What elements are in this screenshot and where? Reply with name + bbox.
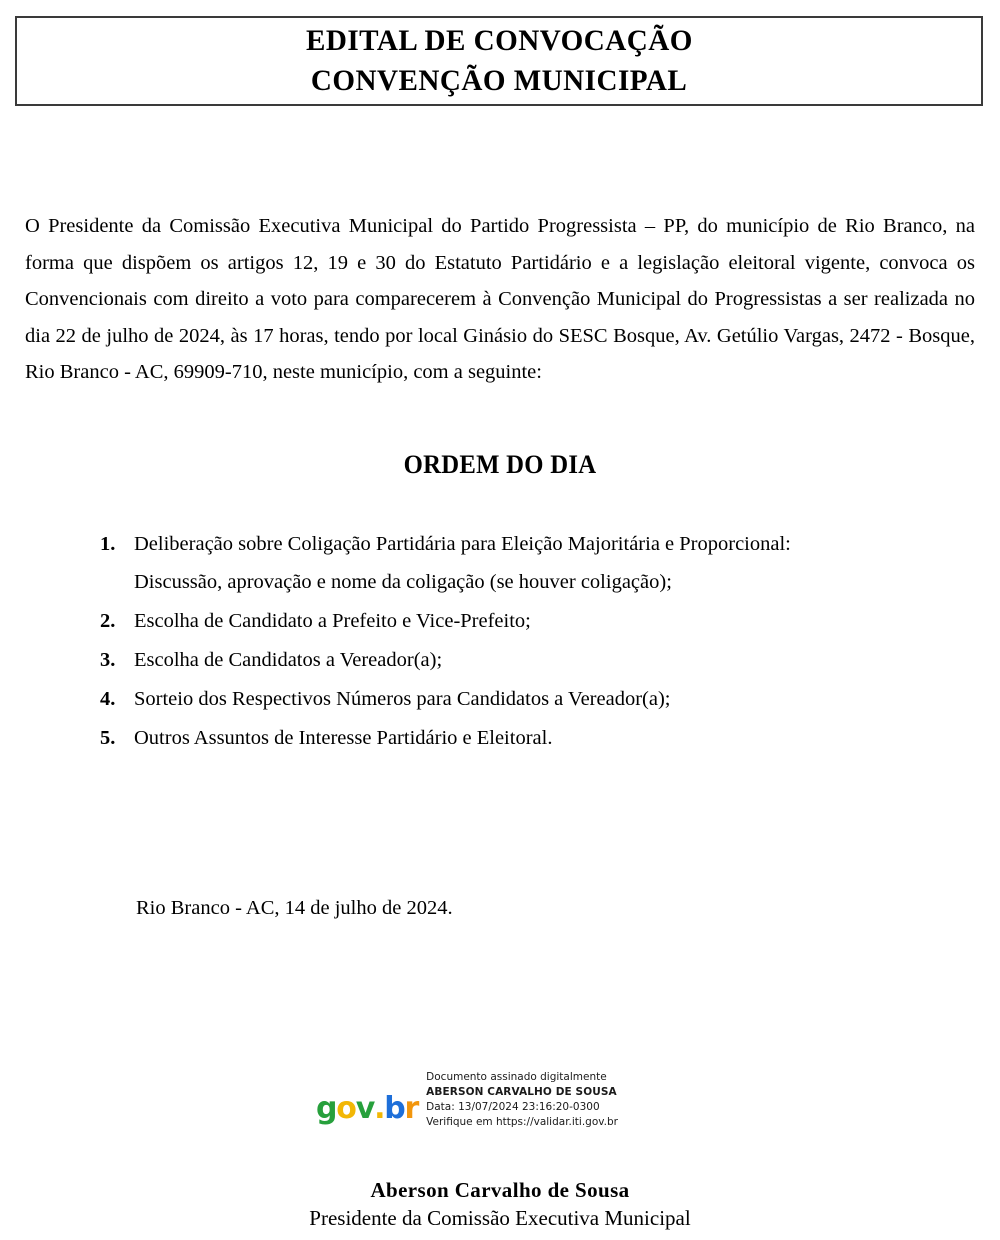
document-title-line-2: CONVENÇÃO MUNICIPAL [310, 64, 688, 97]
digital-signature-stamp [316, 1070, 618, 1130]
agenda-item-number: 2. [100, 610, 116, 632]
agenda-item [100, 719, 980, 757]
agenda-item-number: 4. [100, 688, 116, 710]
agenda-item-text: Escolha de Candidatos a Vereador(a); [134, 649, 443, 671]
agenda-item-number: 3. [100, 649, 116, 671]
govbr-logo-icon [316, 1091, 419, 1126]
agenda-item-number: 1. [100, 533, 116, 555]
govbr-logo-letter-r: r [404, 1091, 419, 1126]
govbr-logo-letter-v: v [355, 1091, 375, 1126]
agenda-heading: ORDEM DO DIA [403, 450, 597, 479]
agenda-item-text-line-1: Deliberação sobre Coligação Partidária para Eleição Majoritária e Proporcional: [134, 533, 791, 555]
signatory-role: Presidente da Comissão Executiva Municipal [309, 1206, 691, 1230]
govbr-logo-letter-b: b [384, 1091, 405, 1126]
document-title-box [15, 16, 983, 106]
place-and-date: Rio Branco - AC, 14 de julho de 2024. [136, 897, 453, 919]
govbr-logo-letter-g: g [316, 1091, 337, 1126]
agenda-item [100, 680, 980, 718]
signature-verify-url: Verifique em https://validar.iti.gov.br [426, 1116, 618, 1128]
govbr-logo-letter-o: o [336, 1091, 356, 1126]
agenda-item-text: Sorteio dos Respectivos Números para Candidatos a Vereador(a); [134, 688, 671, 710]
signature-date: Data: 13/07/2024 23:16:20-0300 [426, 1101, 600, 1113]
body-paragraph: O Presidente da Comissão Executiva Municipal do Partido Progressista – PP, do município de Rio Branco, na forma que dispõem os artigos 12, 19 e 30 do Estatuto Partidário e a legislação eleitoral vigente, convoca os Convencionais com direito a voto para comparecerem à Convenção Municipal do Progressistas a ser realizada no dia 22 de julho de 2024, às 17 horas, tendo por local Ginásio do SESC Bosque, Av. Getúlio Vargas, 2472 - Bosque, Rio Branco - AC, 69909-710, neste município, com a seguinte: [25, 215, 975, 383]
signature-caption: Documento assinado digitalmente [426, 1071, 607, 1083]
agenda-item [100, 525, 980, 601]
govbr-logo-dot: . [374, 1091, 385, 1126]
agenda-item-text: Outros Assuntos de Interesse Partidário e Eleitoral. [134, 727, 553, 749]
agenda-item [100, 641, 980, 679]
signature-details [426, 1070, 618, 1130]
agenda-item-text-line-2: Discussão, aprovação e nome da coligação (se houver coligação); [134, 571, 672, 593]
agenda-item-text: Escolha de Candidato a Prefeito e Vice-Prefeito; [134, 610, 531, 632]
signatory-name: Aberson Carvalho de Sousa [370, 1178, 630, 1202]
agenda-list [100, 525, 980, 758]
signature-signer-name: ABERSON CARVALHO DE SOUSA [426, 1086, 617, 1098]
agenda-item-number: 5. [100, 727, 116, 749]
agenda-item-text [134, 525, 980, 601]
agenda-item [100, 602, 980, 640]
document-title-line-1: EDITAL DE CONVOCAÇÃO [305, 23, 693, 57]
